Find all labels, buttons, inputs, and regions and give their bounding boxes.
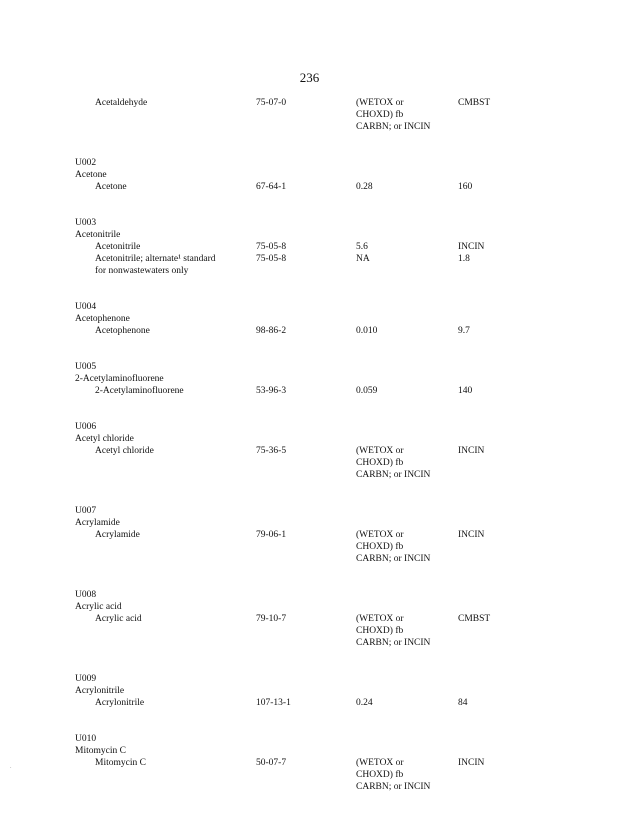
cas-number: 67-64-1 <box>256 182 287 192</box>
constituent-row <box>75 613 545 649</box>
cas-number: 79-10-7 <box>256 614 287 624</box>
waste-code: U008 <box>75 590 97 600</box>
nonwastewater-standard: 9.7 <box>458 326 470 336</box>
waste-group <box>75 157 545 193</box>
nonwastewater-standard: CMBST <box>458 98 491 108</box>
nonwastewater-standard: INCIN <box>458 446 485 456</box>
waste-code: U006 <box>75 422 97 432</box>
constituent-name: Acrylic acid <box>95 614 142 624</box>
waste-name: Acetone <box>75 170 107 180</box>
waste-name: Acrylamide <box>75 518 120 528</box>
constituent-row <box>75 253 545 277</box>
waste-code: U009 <box>75 674 97 684</box>
nonwastewater-standard: 140 <box>458 386 473 396</box>
waste-group <box>75 361 545 397</box>
constituent-name: 2-Acetylaminofluorene <box>95 386 184 396</box>
constituent-name: Acetophenone <box>95 326 150 336</box>
nonwastewater-standard: INCIN <box>458 530 485 540</box>
constituent-name: Acrylamide <box>95 530 140 540</box>
cas-number: 75-36-5 <box>256 446 287 456</box>
waste-name: Acetophenone <box>75 314 130 324</box>
constituent-name: Acetaldehyde <box>95 98 148 108</box>
nonwastewater-standard: 160 <box>458 182 473 192</box>
constituent-row <box>75 529 545 565</box>
nonwastewater-standard: INCIN <box>458 758 485 768</box>
wastewater-standard: (WETOX or CHOXD) fb CARBN; or INCIN <box>356 446 431 480</box>
wastewater-standard: (WETOX or CHOXD) fb CARBN; or INCIN <box>356 614 431 648</box>
waste-code: U003 <box>75 218 97 228</box>
waste-name: Mitomycin C <box>75 746 126 756</box>
wastewater-standard: (WETOX or CHOXD) fb CARBN; or INCIN <box>356 530 431 564</box>
wastewater-standard: 0.28 <box>356 182 373 192</box>
waste-code: U004 <box>75 302 97 312</box>
cas-number: 98-86-2 <box>256 326 287 336</box>
waste-name: Acetonitrile <box>75 230 121 240</box>
waste-group <box>75 505 545 565</box>
waste-name: Acrylic acid <box>75 602 122 612</box>
waste-name: Acetyl chloride <box>75 434 134 444</box>
waste-code-table <box>75 97 545 817</box>
scan-speck: . <box>10 764 12 770</box>
constituent-name: Acetone <box>95 182 127 192</box>
nonwastewater-standard: INCIN <box>458 242 485 252</box>
page-number: 236 <box>299 70 320 85</box>
cas-number: 75-05-8 <box>256 254 287 264</box>
waste-group <box>75 673 545 709</box>
constituent-row <box>75 181 545 193</box>
wastewater-standard: 0.010 <box>356 326 378 336</box>
constituent-row <box>75 445 545 481</box>
constituent-name: Mitomycin C <box>95 758 146 768</box>
waste-code: U002 <box>75 158 97 168</box>
wastewater-standard: NA <box>356 254 370 264</box>
constituent-row <box>75 325 545 337</box>
wastewater-standard: 0.24 <box>356 698 373 708</box>
waste-name: Acrylonitrile <box>75 686 125 696</box>
nonwastewater-standard: CMBST <box>458 614 491 624</box>
waste-group <box>75 733 545 793</box>
cas-number: 53-96-3 <box>256 386 287 396</box>
waste-name: 2-Acetylaminofluorene <box>75 374 164 384</box>
waste-group <box>75 301 545 337</box>
constituent-row <box>75 697 545 709</box>
cas-number: 75-05-8 <box>256 242 287 252</box>
waste-group <box>75 589 545 649</box>
cas-number: 79-06-1 <box>256 530 287 540</box>
nonwastewater-standard: 84 <box>458 698 468 708</box>
waste-code: U010 <box>75 734 97 744</box>
wastewater-standard: (WETOX or CHOXD) fb CARBN; or INCIN <box>356 758 431 792</box>
cas-number: 107-13-1 <box>256 698 291 708</box>
cas-number: 50-07-7 <box>256 758 287 768</box>
constituent-row <box>75 385 545 397</box>
constituent-name: Acetonitrile <box>95 242 141 252</box>
constituent-row <box>75 757 545 793</box>
waste-group <box>75 421 545 481</box>
constituent-row <box>75 241 545 253</box>
constituent-name: Acetyl chloride <box>95 446 154 456</box>
nonwastewater-standard: 1.8 <box>458 254 470 264</box>
waste-group <box>75 217 545 277</box>
constituent-row <box>75 97 545 133</box>
waste-group <box>75 97 545 133</box>
wastewater-standard: 5.6 <box>356 242 368 252</box>
waste-code: U005 <box>75 362 97 372</box>
waste-code: U007 <box>75 506 97 516</box>
cas-number: 75-07-0 <box>256 98 287 108</box>
wastewater-standard: (WETOX or CHOXD) fb CARBN; or INCIN <box>356 98 431 132</box>
constituent-name: Acetonitrile; alternate¹ standard for nonwastewaters only <box>95 254 216 276</box>
wastewater-standard: 0.059 <box>356 386 378 396</box>
constituent-name: Acrylonitrile <box>95 698 145 708</box>
